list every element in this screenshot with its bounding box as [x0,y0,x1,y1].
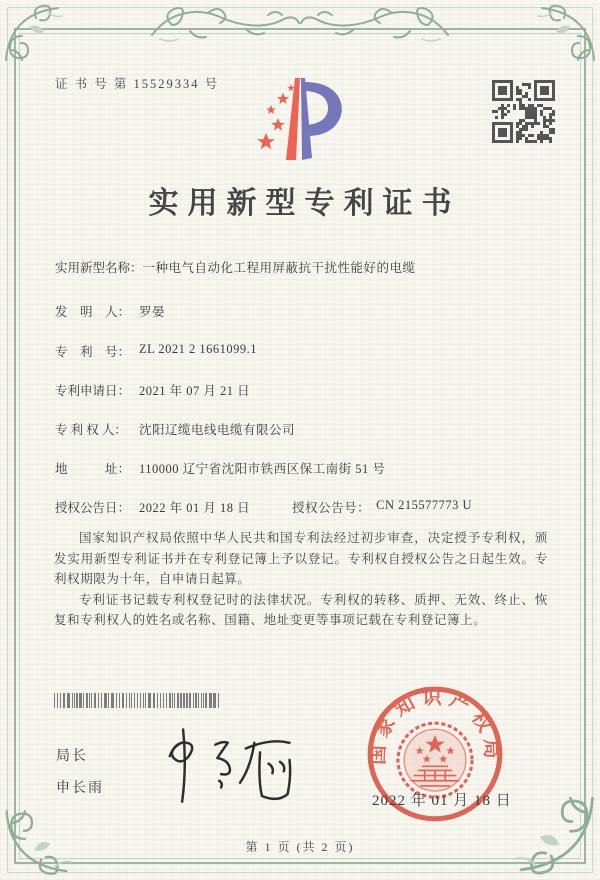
field-value: 110000 辽宁省沈阳市铁西区保工南街 51 号 [139,462,386,476]
grant-publication-number [292,498,472,516]
field-row-inventor [55,302,560,320]
commissioner-name: 申长雨 [56,779,104,795]
field-value: 一种电气自动化工程用屏蔽抗干扰性能好的电缆 [142,261,416,275]
commissioner-signature [145,720,320,815]
field-value: 沈阳辽缆电线电缆有限公司 [139,423,296,437]
field-value: 罗晏 [139,305,166,319]
field-label: 授权公告号： [292,501,371,515]
field-value: CN 215577773 U [376,498,473,512]
barcode [54,693,222,708]
field-value: 2022 年 01 月 18 日 [139,501,251,515]
top-right-corner-flourish [518,2,598,82]
field-value: 2021 年 07 月 21 日 [139,384,251,398]
seal-date: 2022 年 01 月 18 日 [372,793,512,809]
certificate-title: 实用新型专利证书 [148,187,461,220]
qr-code [489,77,561,149]
field-label: 实用新型名称： [55,261,143,275]
field-label: 专 利 号： [55,345,131,359]
field-label: 专 利 权 人： [55,423,127,437]
legal-paragraph-1: 国家知识产权局依照中华人民共和国专利法经过初步审查，决定授予专利权，颁发实用新型专利证书并在专利登记簿上予以登记。专利权自授权公告之日起生效。专利权期限为十年，自申请日起算。 [54,531,548,586]
field-label: 发 明 人： [55,305,131,319]
field-label: 授权公告日： [55,501,131,515]
field-label: 地 址： [55,462,131,476]
field-row-grant-date-and-number [55,498,560,516]
legal-paragraph-2: 专利证书记载专利权登记时的法律状况。专利权的转移、质押、无效、终止、恢复和专利权人的姓名或名称、国籍、地址变更等事项记载在专利登记簿上。 [54,592,548,627]
national-emblem [398,723,472,797]
top-center-flourish [150,1,450,45]
field-row-address [55,459,560,477]
field-row-patentee [55,420,560,438]
seal-org-text: 国家知识产权局 [368,687,502,766]
page-footer: 第 1 页 (共 2 页) [245,840,355,854]
certificate-number: 证 书 号 第 15529334 号 [55,77,220,91]
commissioner-title: 局长 [56,747,88,763]
legal-text-block [54,528,548,631]
field-value: ZL 2021 2 1661099.1 [139,342,258,356]
bottom-left-corner-flourish [2,786,94,878]
field-row-utility-model-name [55,258,560,276]
cnipa-logo [246,70,350,170]
field-row-filing-date [55,381,560,399]
field-label: 专利申请日： [55,384,131,398]
field-row-patent-number [55,342,560,360]
top-left-corner-flourish [2,2,82,82]
